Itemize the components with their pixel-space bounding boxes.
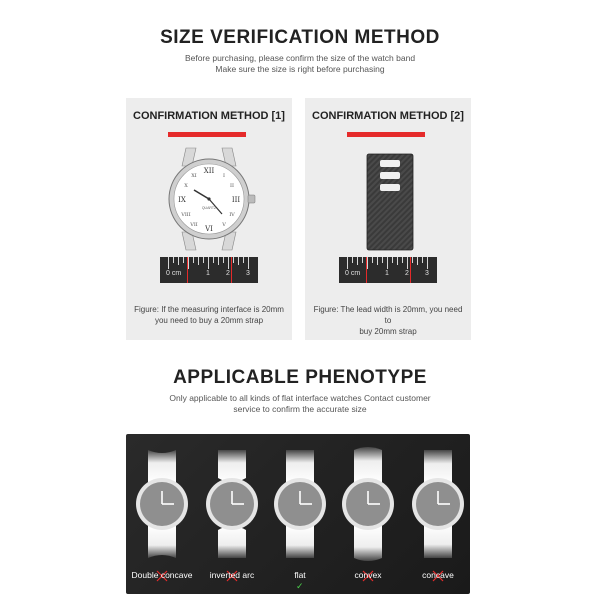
label-concave: concave — [422, 570, 454, 580]
watch-flat — [274, 450, 326, 558]
phenotype-subtitle-line-2: service to confirm the accurate size — [233, 404, 367, 414]
svg-text:XII: XII — [203, 167, 215, 175]
panel-1-caption — [132, 304, 286, 326]
measure-mark-right-2 — [410, 257, 411, 283]
label-inverted-arc: inverted arc — [209, 570, 255, 580]
ruler-2-label-1: 1 — [385, 270, 389, 277]
watch-types-illustration — [126, 434, 470, 568]
panel-1-caption-line-1: Figure: If the measuring interface is 20mm — [134, 305, 284, 314]
phenotype-title: APPLICABLE PHENOTYPE — [173, 367, 427, 388]
subtitle-line-1: Before purchasing, please confirm the size of the watch band — [184, 53, 416, 63]
watch-inverted-arc — [206, 450, 258, 558]
panel-2-caption-line-2: buy 20mm strap — [359, 327, 417, 336]
ruler-label-0: 0 cm — [166, 270, 182, 277]
ruler-label-3: 3 — [246, 270, 250, 277]
label-flat: flat — [294, 570, 306, 580]
ruler-label-1: 1 — [206, 270, 210, 277]
measure-mark-left-2 — [366, 257, 367, 283]
phenotype-panel — [126, 434, 470, 594]
svg-text:VII: VII — [190, 222, 198, 228]
svg-text:IX: IX — [178, 196, 186, 204]
panel-2-ruler — [339, 257, 437, 283]
svg-text:V: V — [222, 222, 226, 228]
label-convex: convex — [354, 570, 382, 580]
svg-text:IV: IV — [229, 212, 235, 218]
confirmation-panel-2 — [305, 98, 471, 340]
panel-1-accent-bar — [168, 132, 246, 137]
label-double-concave: Double concave — [131, 570, 193, 580]
watch-double-concave — [136, 450, 188, 558]
strap-illustration — [365, 152, 415, 252]
svg-text:VIII: VIII — [181, 212, 191, 218]
check-icon: ✓ — [296, 581, 304, 591]
ruler-label-2: 2 — [226, 270, 230, 277]
page-title: SIZE VERIFICATION METHOD — [160, 27, 440, 48]
svg-text:VI: VI — [205, 225, 213, 233]
measure-mark-right — [231, 257, 232, 283]
svg-text:II: II — [230, 183, 234, 189]
svg-text:X: X — [184, 183, 188, 189]
panel-1-ruler — [160, 257, 258, 283]
panel-2-accent-bar — [347, 132, 425, 137]
panel-1-caption-line-2: you need to buy a 20mm strap — [154, 316, 264, 325]
watch-concave — [412, 450, 464, 558]
panel-1-title: CONFIRMATION METHOD [1] — [133, 110, 285, 122]
confirmation-panel-1 — [126, 98, 292, 340]
panel-2-caption-line-1: Figure: The lead width is 20mm, you need to — [313, 305, 463, 325]
watch-brand-text: QUARTZ — [201, 206, 217, 210]
svg-text:XI: XI — [191, 173, 197, 179]
ruler-2-label-3: 3 — [425, 270, 429, 277]
subtitle-line-2: Make sure the size is right before purchasing — [215, 64, 385, 74]
panel-2-title: CONFIRMATION METHOD [2] — [312, 110, 464, 122]
ruler-2-label-0: 0 cm — [345, 270, 361, 277]
watch-illustration — [156, 144, 262, 254]
svg-text:III: III — [231, 196, 241, 204]
phenotype-subtitle-line-1: Only applicable to all kinds of flat interface watches Contact customer — [169, 393, 431, 403]
watch-convex — [342, 447, 394, 561]
measure-mark-left — [187, 257, 188, 283]
ruler-2-label-2: 2 — [405, 270, 409, 277]
panel-2-caption — [311, 304, 465, 337]
svg-text:I: I — [223, 173, 225, 179]
